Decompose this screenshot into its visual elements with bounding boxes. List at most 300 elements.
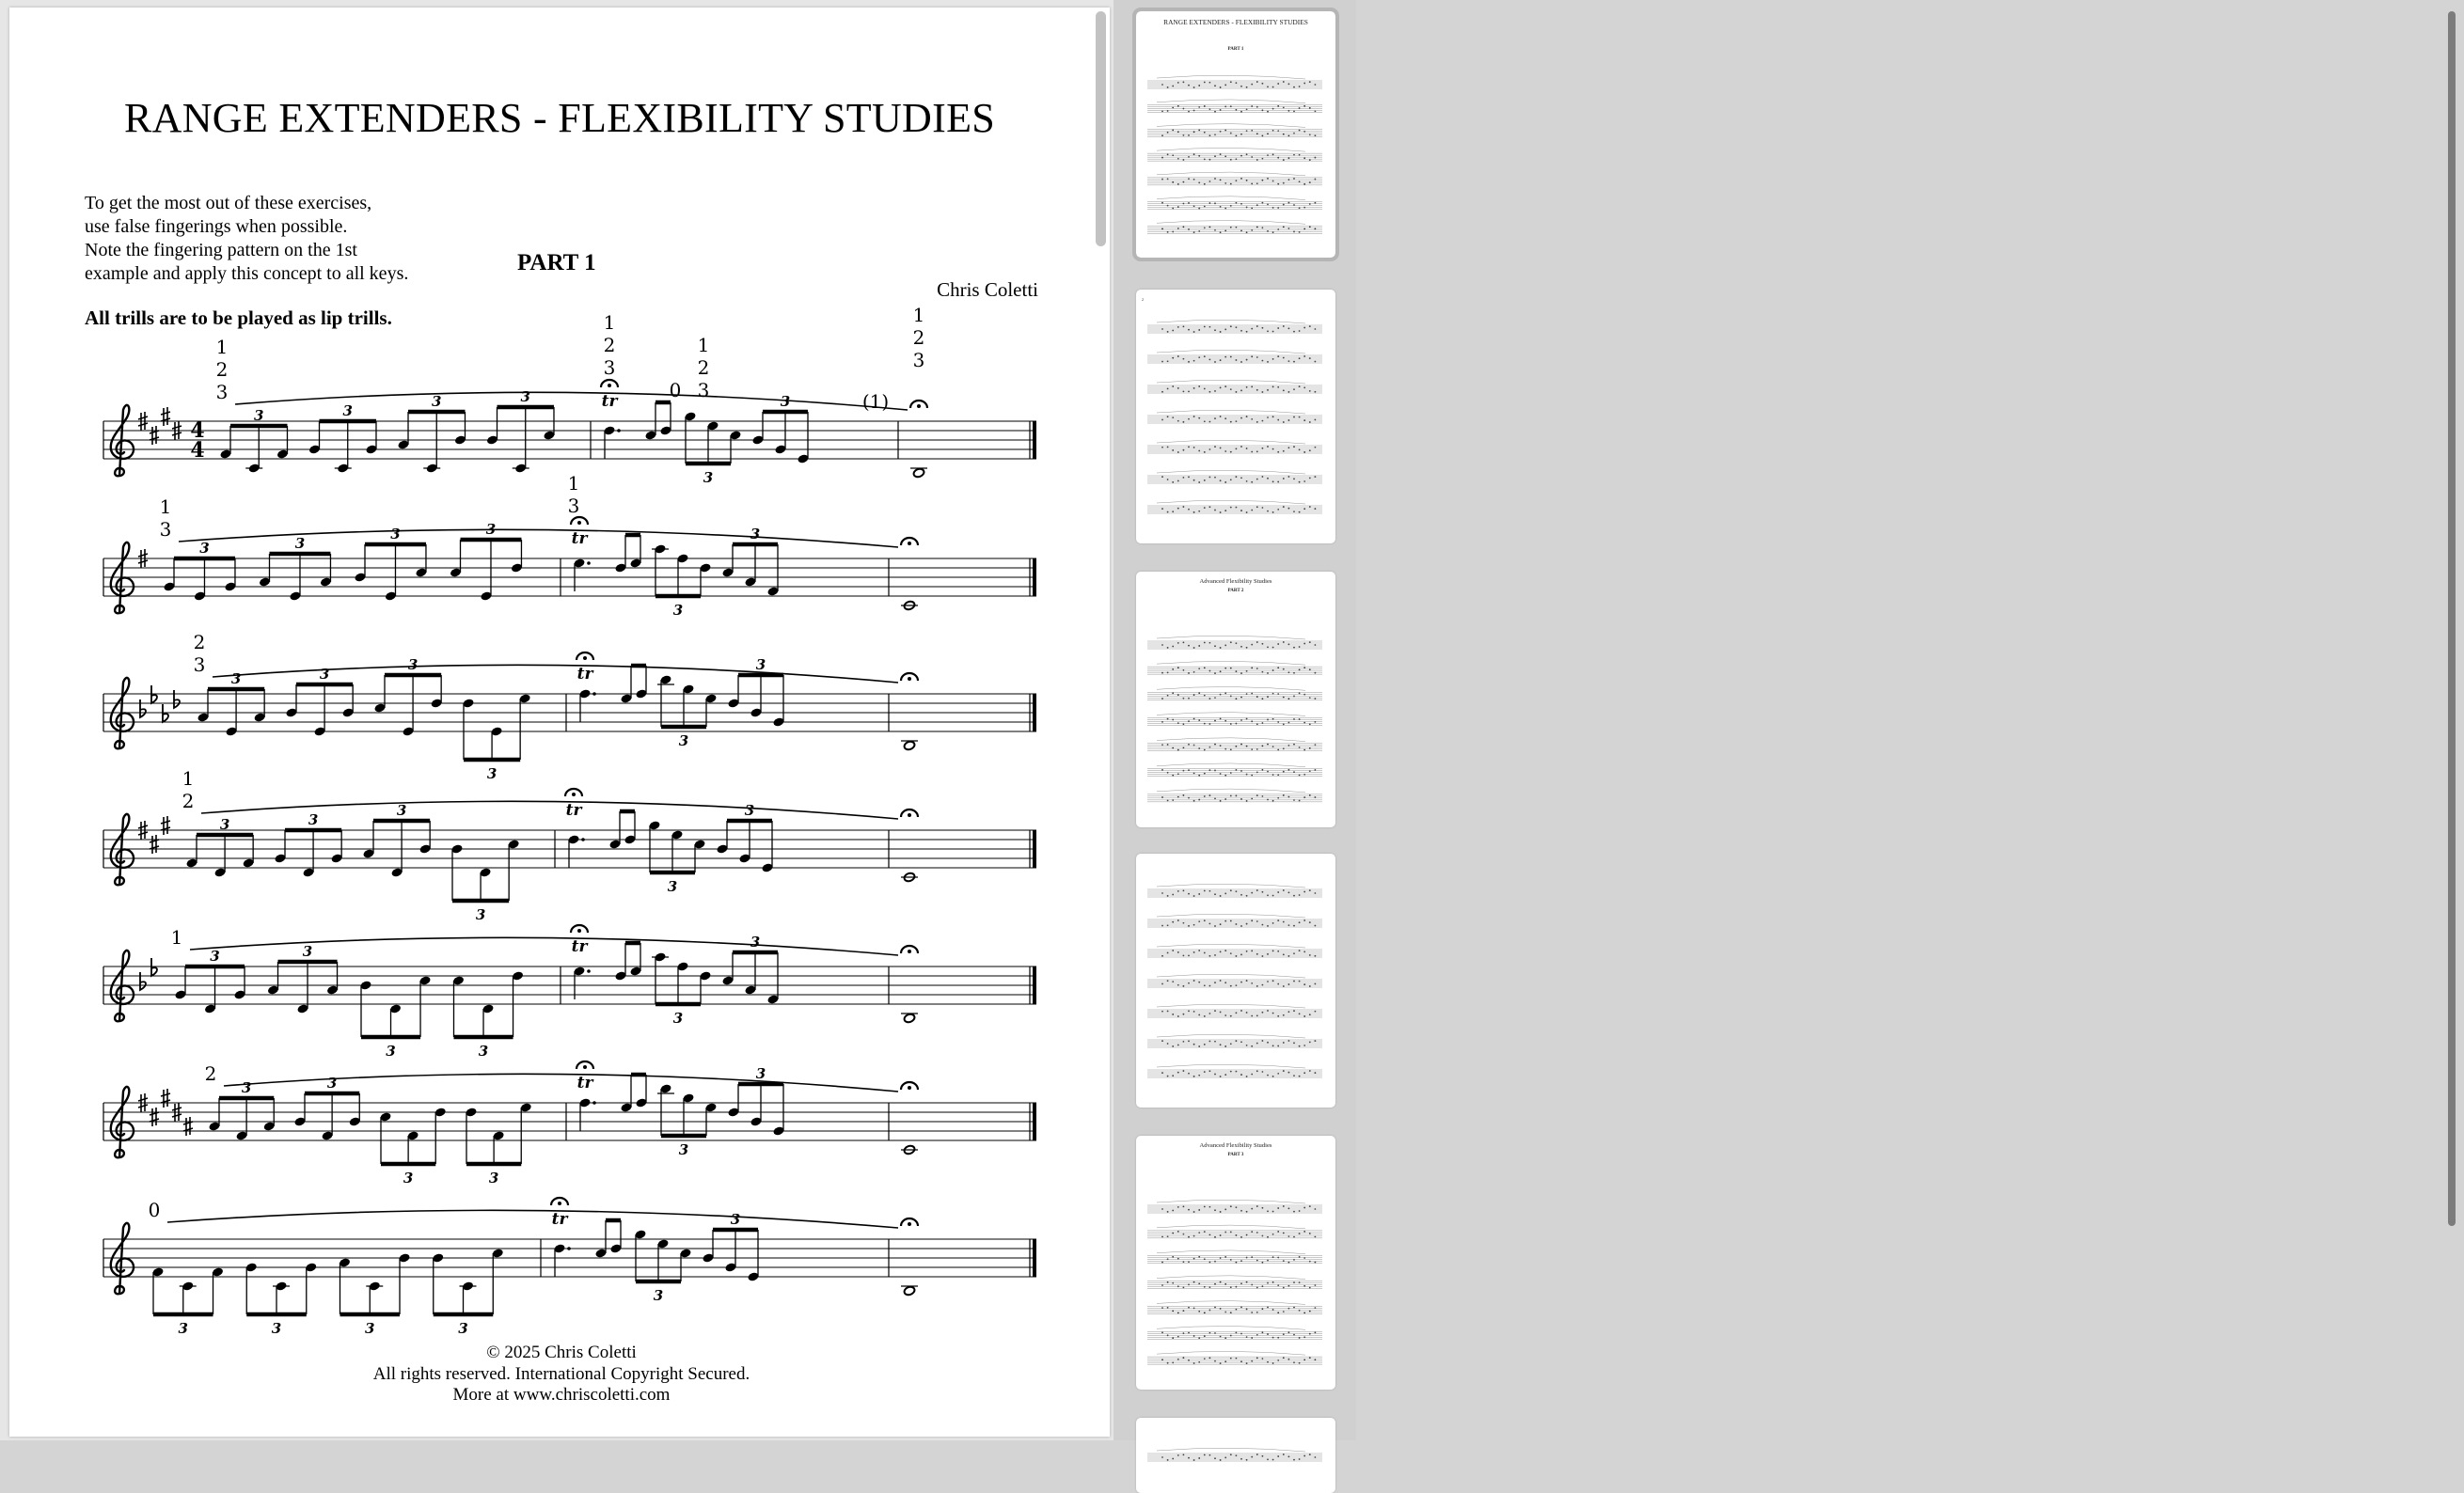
thumbnail-page-5[interactable]	[1136, 1136, 1335, 1390]
thumbnail-subtitle: PART 1	[1227, 47, 1244, 52]
thumb-note	[1172, 1256, 1174, 1258]
thumb-note	[1267, 719, 1269, 721]
thumb-note	[1220, 718, 1222, 720]
thumb-note	[1193, 924, 1195, 926]
thumb-note	[1277, 509, 1279, 511]
thumb-note	[1183, 421, 1185, 423]
thumb-note	[1167, 980, 1169, 982]
thumb-note	[1288, 745, 1290, 746]
thumb-note	[1198, 329, 1200, 331]
thumb-note	[1303, 131, 1305, 133]
thumb-note	[1214, 1283, 1216, 1285]
thumb-note	[1256, 668, 1258, 669]
thumb-note	[1272, 980, 1274, 982]
thumb-note	[1240, 1041, 1242, 1043]
tuplet-number: 3	[271, 1320, 282, 1337]
thumb-note	[1315, 721, 1317, 723]
tuplet-number: 3	[678, 732, 689, 749]
thumb-slur	[1157, 1064, 1305, 1068]
thumb-note	[1193, 671, 1195, 673]
thumb-note	[1246, 923, 1248, 925]
fermata-dot	[558, 1202, 561, 1205]
thumb-note	[1209, 159, 1211, 161]
thumb-note	[1251, 1015, 1253, 1017]
thumb-note	[1198, 1311, 1200, 1312]
thumb-note	[1204, 183, 1206, 185]
thumb-note	[1188, 720, 1190, 722]
thumb-note	[1183, 770, 1185, 772]
thumb-note	[1272, 416, 1274, 417]
thumb-note	[1167, 1307, 1169, 1309]
thumb-note	[1256, 1454, 1258, 1455]
thumb-note	[1246, 108, 1248, 110]
thumb-note	[1240, 646, 1242, 648]
thumb-note	[1236, 109, 1238, 111]
thumb-note	[1262, 698, 1264, 699]
thumb-note	[1293, 86, 1295, 88]
thumbnail-page-3[interactable]	[1136, 572, 1335, 827]
thumb-note	[1167, 647, 1169, 649]
thumb-slur	[1157, 1276, 1305, 1280]
thumb-note	[1188, 390, 1190, 392]
thumb-note	[1193, 331, 1195, 333]
thumb-note	[1283, 697, 1285, 699]
thumb-note	[1272, 1211, 1274, 1213]
thumb-note	[1277, 419, 1279, 421]
fingering-number: 0	[669, 379, 682, 401]
tuplet-number: 3	[744, 802, 755, 819]
thumb-note	[1161, 228, 1163, 230]
thumb-note	[1214, 925, 1216, 927]
thumb-note	[1172, 1282, 1174, 1284]
thumb-note	[1193, 231, 1195, 233]
thumb-note	[1251, 355, 1253, 357]
fermata-dot	[577, 929, 581, 933]
thumb-note	[1220, 359, 1222, 361]
tuplet-number: 3	[241, 1079, 252, 1096]
thumb-note	[1172, 1233, 1174, 1234]
thumb-note	[1251, 156, 1253, 158]
thumb-note	[1267, 1075, 1269, 1077]
thumb-note	[1240, 361, 1242, 363]
fingering-number: 3	[193, 653, 206, 676]
tuplet-number: 3	[319, 666, 330, 683]
thumb-note	[1172, 86, 1174, 87]
sharp-icon	[161, 1089, 170, 1108]
thumb-note	[1303, 419, 1305, 421]
thumb-note	[1315, 672, 1317, 674]
fingering-number: (1)	[861, 390, 890, 413]
thumb-note	[1315, 508, 1317, 510]
thumb-note	[1283, 889, 1285, 891]
thumb-note	[1236, 227, 1238, 228]
thumb-note	[1283, 668, 1285, 670]
thumb-note	[1277, 1359, 1279, 1361]
thumb-note	[1209, 642, 1211, 644]
thumb-note	[1246, 416, 1248, 417]
thumb-note	[1299, 1281, 1301, 1283]
treble-clef-icon	[111, 678, 134, 748]
thumb-note	[1209, 723, 1211, 725]
thumb-note	[1315, 892, 1317, 894]
thumb-note	[1262, 158, 1264, 160]
thumb-note	[1204, 1286, 1206, 1288]
thumb-note	[1288, 769, 1290, 771]
thumb-note	[1272, 386, 1274, 388]
thumb-note	[1209, 1310, 1211, 1312]
flat-icon	[140, 699, 146, 717]
thumb-note	[1188, 418, 1190, 420]
thumb-note	[1315, 110, 1317, 112]
thumb-note	[1299, 1013, 1301, 1014]
thumbnail-page-4[interactable]	[1136, 854, 1335, 1108]
thumb-note	[1214, 134, 1216, 135]
thumb-note	[1172, 747, 1174, 749]
thumb-note	[1236, 391, 1238, 393]
thumb-note	[1246, 153, 1248, 155]
thumb-note	[1288, 643, 1290, 645]
thumb-note	[1288, 1331, 1290, 1333]
thumbnail-page-6[interactable]	[1136, 1418, 1335, 1493]
thumb-note	[1267, 511, 1269, 512]
thumb-note	[1204, 1044, 1206, 1045]
thumb-note	[1240, 390, 1242, 392]
tuplet-number: 3	[488, 1170, 499, 1187]
thumb-note	[1240, 203, 1242, 205]
thumb-note	[1188, 202, 1190, 204]
tuplet-number: 3	[432, 393, 442, 410]
thumb-note	[1277, 1312, 1279, 1313]
thumb-note	[1303, 983, 1305, 985]
fingering-number: 1	[182, 767, 195, 790]
thumb-note	[1193, 110, 1195, 112]
thumb-note	[1309, 226, 1311, 228]
thumb-note	[1277, 183, 1279, 185]
thumb-note	[1236, 746, 1238, 747]
thumb-note	[1172, 981, 1174, 982]
thumbnail-page-2[interactable]	[1136, 290, 1335, 543]
document-viewer[interactable]	[0, 0, 1114, 1440]
thumb-note	[1198, 1209, 1200, 1211]
thumb-note	[1167, 744, 1169, 746]
thumb-note	[1177, 158, 1179, 160]
thumb-note	[1288, 83, 1290, 85]
thumb-note	[1214, 229, 1216, 231]
fingering-number: 2	[697, 356, 710, 379]
thumb-note	[1262, 1358, 1264, 1359]
thumb-note	[1288, 157, 1290, 159]
thumb-note	[1288, 1072, 1290, 1074]
thumb-note	[1172, 1075, 1174, 1077]
thumb-note	[1251, 1256, 1253, 1258]
thumb-note	[1299, 746, 1301, 748]
thumb-note	[1161, 447, 1163, 448]
thumb-note	[1204, 355, 1206, 357]
thumb-note	[1240, 1010, 1242, 1012]
thumb-note	[1209, 1454, 1211, 1456]
sidebar-scrollbar-thumb[interactable]	[2448, 11, 2456, 1226]
thumb-note	[1209, 698, 1211, 699]
thumb-note	[1303, 183, 1305, 185]
thumb-note	[1277, 157, 1279, 159]
thumb-note	[1209, 794, 1211, 796]
thumb-note	[1303, 667, 1305, 668]
thumb-note	[1188, 1307, 1190, 1309]
thumb-note	[1267, 361, 1269, 363]
thumb-note	[1204, 749, 1206, 751]
thumb-note	[1272, 1076, 1274, 1077]
thumb-note	[1172, 921, 1174, 923]
thumb-note	[1230, 668, 1232, 669]
thumb-note	[1236, 1309, 1238, 1311]
thumb-note	[1283, 1014, 1285, 1016]
thumb-note	[1262, 924, 1264, 926]
thumb-note	[1172, 208, 1174, 210]
fermata-dot	[908, 1222, 911, 1226]
thumb-note	[1288, 924, 1290, 926]
thumb-note	[1172, 1361, 1174, 1363]
thumb-note	[1183, 1310, 1185, 1312]
thumb-note	[1193, 1335, 1195, 1337]
thumb-note	[1246, 386, 1248, 388]
thumb-note	[1161, 796, 1163, 798]
thumb-note	[1293, 479, 1295, 480]
thumb-note	[1299, 1362, 1301, 1364]
thumb-note	[1272, 1013, 1274, 1014]
thumb-note	[1246, 718, 1248, 720]
thumb-note	[1236, 202, 1238, 204]
thumb-note	[1224, 481, 1226, 483]
sidebar-scrollbar[interactable]	[2445, 0, 2464, 1440]
treble-clef-icon	[111, 1223, 134, 1294]
thumb-note	[1220, 179, 1222, 181]
thumb-note	[1236, 1262, 1238, 1264]
thumb-note	[1303, 891, 1305, 893]
whole-note-head	[903, 1285, 915, 1296]
thumb-slur	[1157, 380, 1305, 384]
thumb-note	[1262, 327, 1264, 329]
thumb-note	[1204, 326, 1206, 328]
thumb-note	[1299, 481, 1301, 483]
thumb-note	[1267, 953, 1269, 955]
thumb-note	[1267, 478, 1269, 479]
thumb-note	[1193, 360, 1195, 362]
thumb-note	[1240, 697, 1242, 699]
thumb-note	[1303, 694, 1305, 696]
thumb-note	[1315, 644, 1317, 646]
thumb-note	[1236, 180, 1238, 181]
thumb-note	[1299, 1256, 1301, 1258]
thumb-note	[1161, 1040, 1163, 1042]
thumb-note	[1303, 749, 1305, 751]
thumb-note	[1246, 1012, 1248, 1014]
thumb-note	[1277, 919, 1279, 921]
thumbnail-page-1[interactable]	[1136, 11, 1335, 258]
thumb-note	[1198, 775, 1200, 777]
thumb-note	[1246, 1045, 1248, 1046]
thumb-note	[1262, 1331, 1264, 1333]
thumb-slur	[1157, 440, 1305, 444]
thumb-note	[1267, 230, 1269, 232]
thumb-note	[1188, 85, 1190, 86]
thumb-note	[1161, 672, 1163, 674]
thumb-note	[1288, 1040, 1290, 1042]
thumbnail-sidebar[interactable]	[1114, 0, 1356, 1440]
thumb-note	[1309, 159, 1311, 161]
thumb-note	[1303, 386, 1305, 388]
thumb-note	[1224, 1312, 1226, 1313]
thumb-note	[1167, 800, 1169, 802]
thumb-note	[1193, 131, 1195, 133]
thumb-note	[1198, 719, 1200, 721]
thumb-note	[1193, 694, 1195, 696]
thumb-note	[1224, 1337, 1226, 1339]
music-system	[9, 891, 1110, 1060]
staff-svg	[9, 483, 1110, 619]
thumb-note	[1209, 448, 1211, 450]
thumb-note	[1267, 925, 1269, 927]
thumb-note	[1224, 693, 1226, 695]
thumb-note	[1161, 361, 1163, 363]
thumb-note	[1198, 982, 1200, 983]
thumb-note	[1220, 479, 1222, 481]
thumb-note	[1193, 1211, 1195, 1213]
thumb-note	[1277, 1284, 1279, 1286]
thumb-note	[1172, 1310, 1174, 1312]
fingering-number: 2	[603, 334, 616, 356]
thumb-note	[1220, 511, 1222, 513]
thumb-note	[1267, 446, 1269, 448]
thumb-note	[1309, 1311, 1311, 1312]
thumb-note	[1283, 748, 1285, 750]
thumb-note	[1267, 1333, 1269, 1335]
thumb-note	[1236, 476, 1238, 478]
thumb-note	[1220, 1211, 1222, 1213]
thumb-note	[1183, 506, 1185, 508]
thumb-note	[1303, 355, 1305, 357]
thumbnail-svg	[1136, 1418, 1335, 1493]
thumb-note	[1167, 388, 1169, 390]
thumb-note	[1299, 448, 1301, 450]
thumb-note	[1193, 447, 1195, 448]
tuplet-number: 3	[475, 906, 486, 923]
thumb-note	[1299, 107, 1301, 109]
tuplet-number: 3	[750, 526, 761, 542]
thumb-note	[1251, 892, 1253, 894]
thumb-note	[1209, 1262, 1211, 1264]
thumb-note	[1236, 890, 1238, 892]
fermata-dot	[908, 542, 911, 545]
thumb-note	[1299, 416, 1301, 418]
thumb-note	[1236, 642, 1238, 644]
thumb-note	[1256, 450, 1258, 452]
thumb-note	[1230, 1015, 1232, 1017]
thumb-slur	[1157, 713, 1305, 716]
thumb-note	[1193, 1258, 1195, 1260]
thumb-note	[1167, 1011, 1169, 1013]
thumb-note	[1220, 923, 1222, 925]
fingering-number: 2	[912, 326, 925, 349]
thumb-note	[1193, 1459, 1195, 1461]
thumb-note	[1246, 1281, 1248, 1283]
fingering-number: 2	[193, 631, 206, 653]
thumb-note	[1251, 982, 1253, 984]
thumb-note	[1283, 1357, 1285, 1359]
thumb-note	[1262, 448, 1264, 449]
thumb-note	[1309, 134, 1311, 135]
thumb-note	[1220, 745, 1222, 746]
augmentation-dot	[592, 692, 596, 696]
thumb-note	[1198, 1361, 1200, 1363]
thumb-note	[1230, 81, 1232, 83]
thumb-note	[1256, 641, 1258, 643]
sharp-icon	[161, 407, 170, 426]
thumb-note	[1277, 1337, 1279, 1339]
thumb-note	[1267, 389, 1269, 391]
thumb-note	[1262, 202, 1264, 204]
thumb-note	[1183, 134, 1185, 136]
thumb-note	[1188, 361, 1190, 363]
thumb-note	[1177, 508, 1179, 510]
thumb-note	[1198, 1256, 1200, 1258]
thumb-note	[1315, 447, 1317, 448]
thumb-note	[1309, 421, 1311, 423]
thumb-note	[1204, 1015, 1206, 1017]
thumb-note	[1167, 952, 1169, 954]
thumb-note	[1293, 744, 1295, 746]
thumb-note	[1224, 182, 1226, 184]
thumb-note	[1188, 672, 1190, 674]
thumb-note	[1262, 1308, 1264, 1310]
thumb-note	[1177, 890, 1179, 892]
thumb-note	[1315, 361, 1317, 363]
viewer-scrollbar[interactable]	[1094, 8, 1109, 1437]
thumb-note	[1256, 771, 1258, 773]
thumb-note	[1224, 356, 1226, 358]
thumb-note	[1246, 231, 1248, 233]
thumb-note	[1267, 203, 1269, 205]
thumb-note	[1214, 85, 1216, 86]
tuplet-number: 3	[210, 948, 220, 965]
thumb-note	[1303, 1455, 1305, 1457]
tuplet-number: 3	[672, 602, 684, 619]
thumb-note	[1224, 230, 1226, 232]
thumb-note	[1272, 1256, 1274, 1258]
thumb-slur	[1157, 75, 1305, 79]
thumb-note	[1283, 159, 1285, 161]
thumb-note	[1262, 745, 1264, 746]
thumb-note	[1167, 360, 1169, 362]
scrollbar-thumb[interactable]	[1096, 11, 1106, 246]
thumb-note	[1283, 106, 1285, 108]
thumb-note	[1309, 747, 1311, 749]
thumb-note	[1240, 1307, 1242, 1309]
thumb-note	[1198, 645, 1200, 647]
thumb-note	[1256, 479, 1258, 480]
thumb-note	[1204, 105, 1206, 107]
thumb-note	[1303, 774, 1305, 776]
thumb-note	[1167, 178, 1169, 180]
thumb-note	[1288, 110, 1290, 112]
thumb-note	[1315, 328, 1317, 330]
thumb-note	[1299, 1458, 1301, 1460]
composer-name: Chris Coletti	[937, 278, 1038, 301]
thumb-note	[1267, 1282, 1269, 1284]
thumb-note	[1188, 1010, 1190, 1012]
thumb-note	[1277, 1015, 1279, 1017]
thumb-note	[1198, 208, 1200, 210]
thumb-note	[1193, 205, 1195, 207]
